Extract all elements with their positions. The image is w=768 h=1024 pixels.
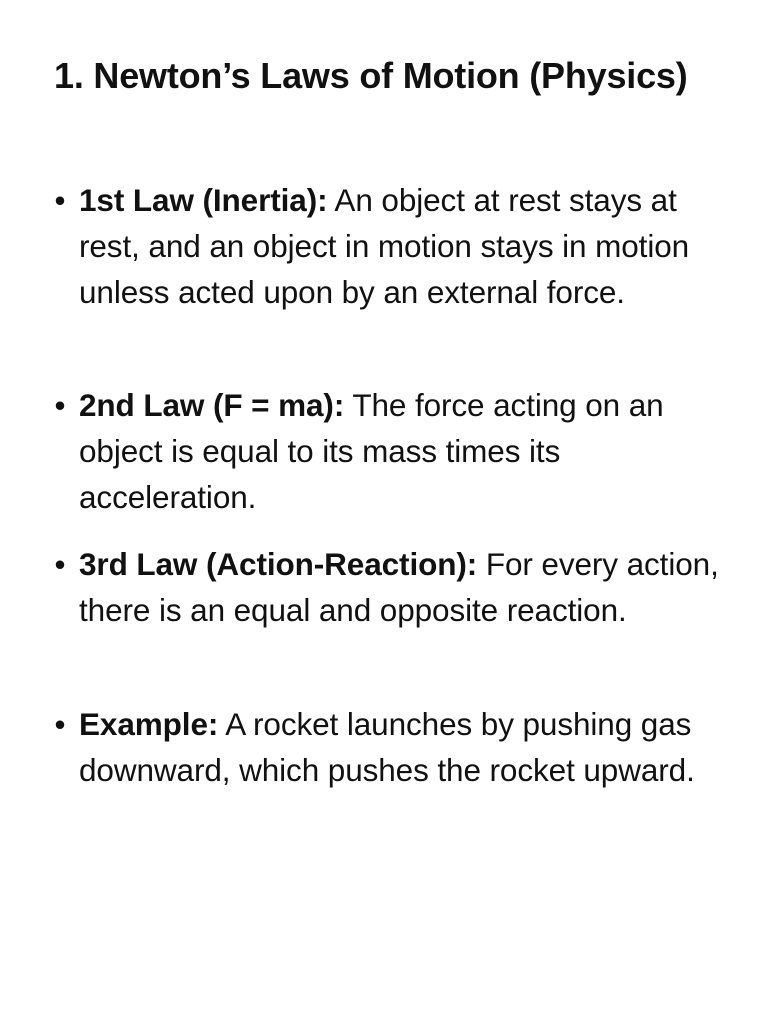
law-term: 2nd Law (F = ma): [79,387,345,423]
law-description: A rocket launches by pushing gas downward, which pushes the rocket upward. [79,706,695,788]
law-term: 1st Law (Inertia): [79,182,328,218]
section-title: 1. Newton’s Laws of Motion (Physics) [54,55,688,96]
bullet-icon: • [54,546,66,582]
law-term: 3rd Law (Action-Reaction): [79,546,478,582]
law-description: The force acting on an object is equal to its mass times its acceleration. [79,387,664,515]
list-item-third-law [54,541,729,633]
bullet-icon: • [54,387,66,423]
law-term: Example: [79,706,219,742]
list-item-example [54,701,729,793]
bullet-icon: • [54,706,66,742]
law-description: An object at rest stays at rest, and an object in motion stays in motion unless acted upon by an external force. [79,182,690,310]
list-item-first-law [54,177,729,315]
law-description: For every action, there is an equal and opposite reaction. [79,546,719,628]
list-item-second-law [54,382,729,520]
bullet-icon: • [54,182,66,218]
